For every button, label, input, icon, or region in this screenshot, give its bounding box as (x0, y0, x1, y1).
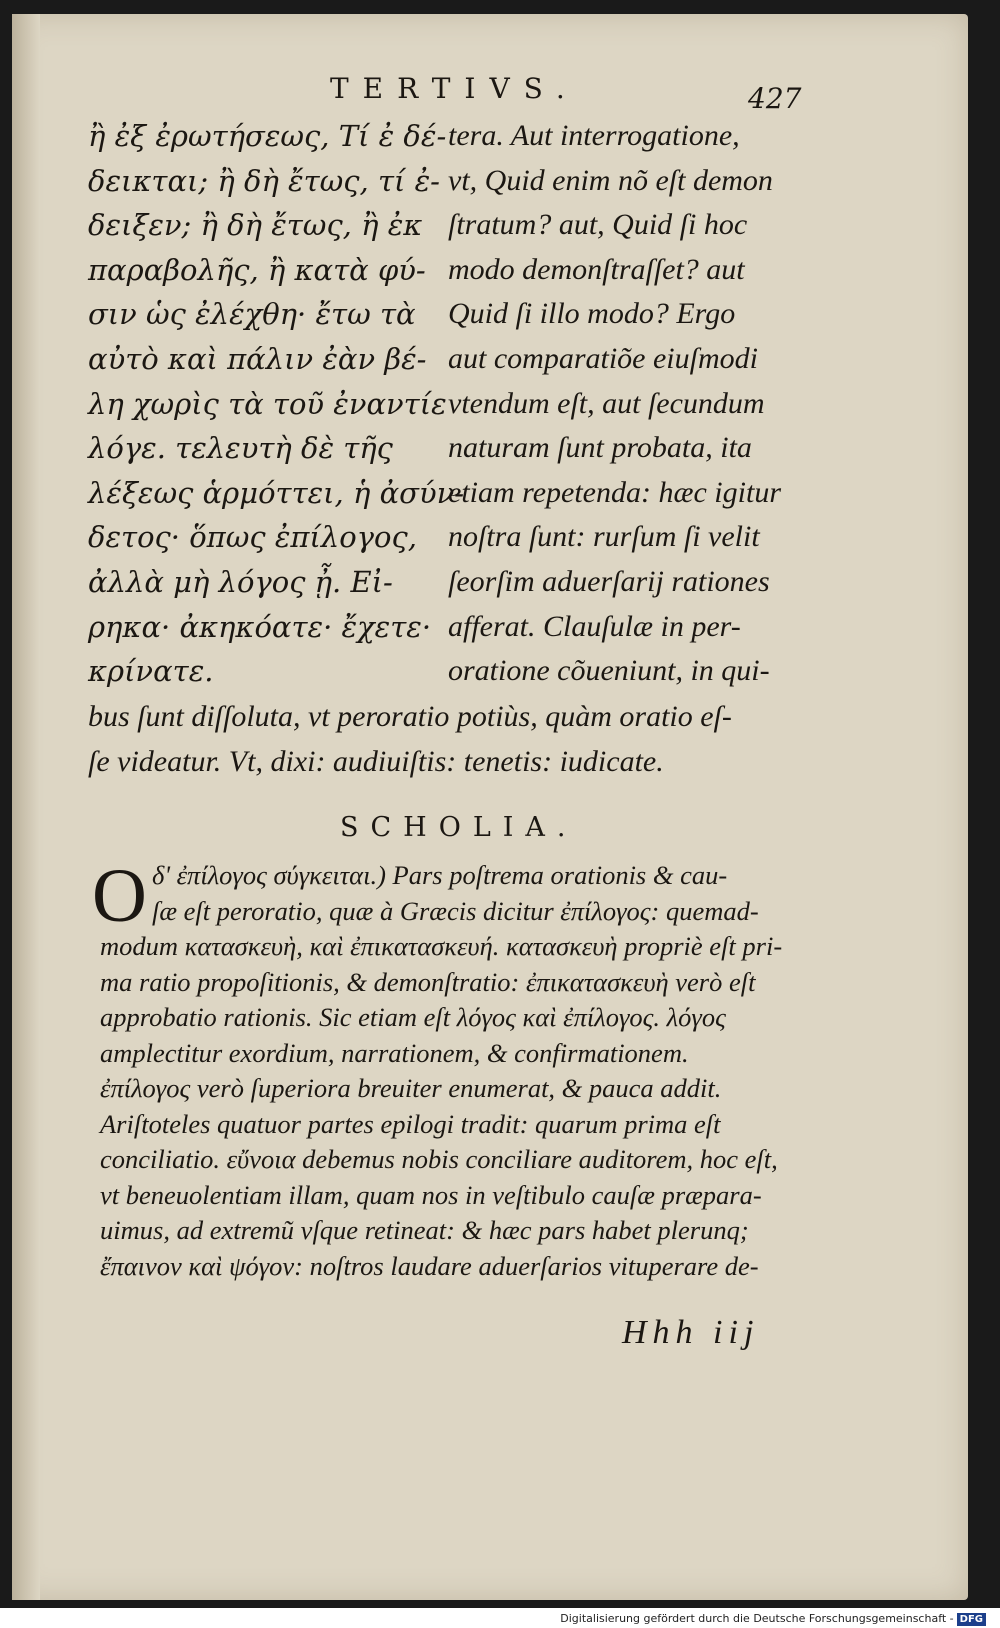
latin-line: afferat. Clauſulæ in per- (448, 609, 741, 643)
latin-text-column (448, 114, 828, 694)
latin-line: vt, Quid enim nõ eſt demon (448, 163, 773, 197)
greek-line: λέξεως ἁρμόττει, ἡ ἀσύν- (88, 475, 465, 510)
latin-line: ſtratum? aut, Quid ſi hoc (448, 208, 748, 242)
greek-line: ἀλλὰ μὴ λόγος ᾖ. Εἰ- (88, 564, 393, 599)
scholia-line: modum κατασκευὴ, καὶ ἐπικατασκευή. κατασκευὴ propriè eſt pri- (100, 931, 783, 961)
greek-line: σιν ὡς ἐλέχθη· ἔτω τὰ (88, 297, 416, 332)
latin-line: ſeorſim aduerſarij rationes (448, 564, 770, 598)
greek-line: παραβολῆς, ἢ κατὰ φύ- (88, 252, 426, 287)
greek-line: δετος· ὅπως ἐπίλογος, (88, 520, 417, 555)
scholia-line: vt beneuolentiam illam, quam nos in veſtibulo cauſæ præpara- (100, 1179, 762, 1210)
greek-line: αὐτὸ καὶ πάλιν ἐὰν βέ- (88, 341, 427, 376)
latin-line: oratione cõueniunt, in qui- (448, 654, 770, 688)
scholia-line: ma ratio propoſitionis, & demonſtratio: ἐπικατασκευὴ verò eſt (100, 966, 756, 997)
greek-line: ἢ ἐξ ἐρωτήσεως, Τί ἐ δέ- (88, 119, 447, 153)
page-gutter-shadow (12, 14, 40, 1600)
latin-line: modo demonſtraſſet? aut (448, 252, 745, 286)
greek-line: κρίνατε. (88, 654, 214, 689)
greek-line: λόγε. τελευτὴ δὲ τῆς (88, 431, 393, 466)
latin-line: Quid ſi illo modo? Ergo (448, 297, 736, 331)
scholia-line: approbatio rationis. Sic etiam eſt λόγος καὶ ἐπίλογος. λόγος (100, 1002, 726, 1032)
dfg-logo: DFG (957, 1613, 986, 1626)
scholia-line: ἐπίλογος verò ſuperiora breuiter enumerat, & pauca addit. (100, 1073, 722, 1103)
scholia-line: ἔπαινον καὶ ψόγον: noſtros laudare aduerſarios vituperare de- (100, 1250, 759, 1281)
scholia-line: Ariſtoteles quatuor partes epilogi tradit: quarum prima eſt (100, 1108, 721, 1139)
page-number: 427 (748, 82, 802, 115)
latin-line: ſe videatur. Vt, dixi: audiuiſtis: tenetis: iudicate. (88, 744, 664, 778)
greek-line: ρηκα· ἀκηκόατε· ἔχετε· (88, 609, 432, 644)
latin-line: noſtra ſunt: rurſum ſi velit (448, 520, 760, 554)
scholia-line: amplectitur exordium, narrationem, & confirmationem. (100, 1037, 689, 1068)
dfg-footer (560, 1612, 986, 1626)
scholia-text (100, 858, 840, 1284)
drop-cap: O (92, 854, 147, 938)
latin-line: tera. Aut interrogatione, (448, 119, 740, 152)
scholia-line: conciliatio. εὔνοια debemus nobis conciliare auditorem, hoc eſt, (100, 1144, 778, 1174)
greek-line: δεικται; ἢ δὴ ἔτως, τί ἐ- (88, 163, 440, 198)
scholia-heading: SCHOLIA. (340, 812, 578, 843)
scholia-line: ſæ eſt peroratio, quæ à Græcis dicitur ἐπίλογος: quemad- (152, 895, 759, 926)
latin-line: vtendum eſt, aut ſecundum (448, 386, 765, 420)
latin-line: aut comparatiõe eiuſmodi (448, 341, 758, 375)
latin-line: bus ſunt diſſoluta, vt peroratio potiùs, quàm oratio eſ- (88, 700, 732, 733)
latin-line: naturam ſunt probata, ita (448, 431, 752, 465)
signature-mark: Hhh iij (622, 1314, 760, 1351)
greek-line: δειξεν; ἢ δὴ ἔτως, ἢ ἐκ (88, 208, 423, 243)
greek-text-column (88, 114, 465, 694)
latin-full-width-text (88, 695, 828, 784)
greek-line: λη χωρὶς τὰ τοῦ ἐναντίε (88, 386, 447, 421)
running-title: TERTIVS. (330, 72, 579, 105)
footer-text: Digitalisierung gefördert durch die Deutsche Forschungsgemeinschaft - (560, 1612, 954, 1625)
scholia-line: uimus, ad extremũ vſque retineat: & hæc pars habet plerunq; (100, 1215, 749, 1245)
scholia-line: δ' ἐπίλογος σύγκειται.) Pars poſtrema orationis & cau- (152, 860, 728, 890)
latin-line: etiam repetenda: hæc igitur (448, 475, 781, 509)
